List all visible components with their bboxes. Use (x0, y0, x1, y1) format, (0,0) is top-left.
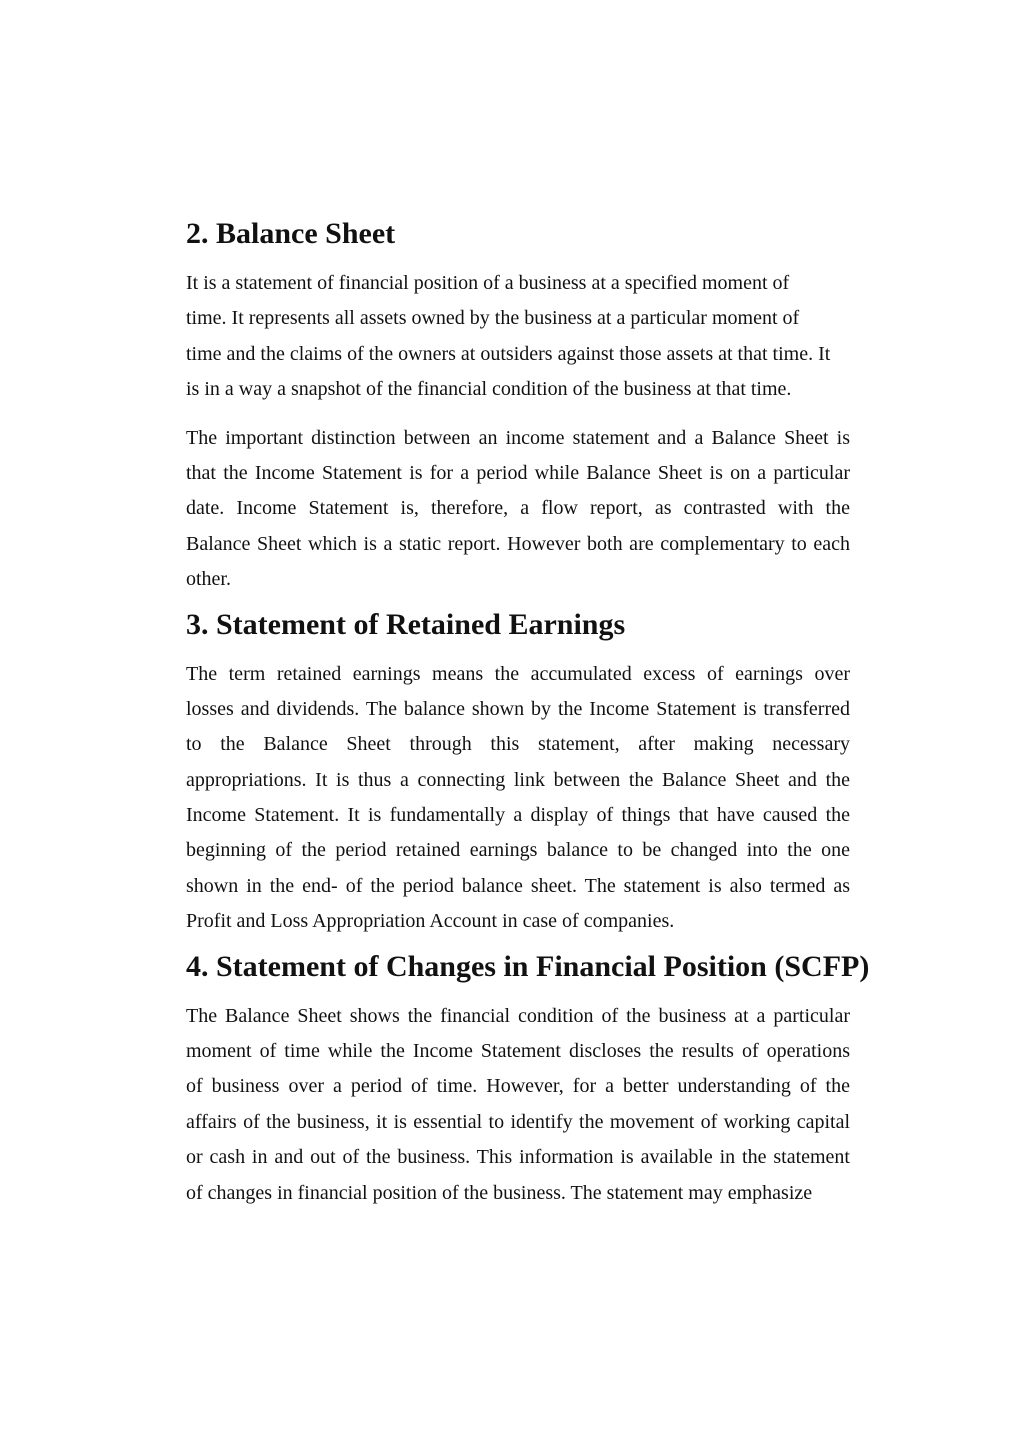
paragraph (186, 266, 850, 408)
section-heading: 2. Balance Sheet (186, 217, 396, 250)
text-line: that the Income Statement is for a period while Balance Sheet is on a particular (186, 461, 850, 484)
text-line: moment of time while the Income Statement discloses the results of operations (186, 1040, 850, 1063)
text-line: other. (186, 568, 231, 591)
text-line: Income Statement. It is fundamentally a display of things that have caused the (186, 804, 850, 827)
text-line: is in a way a snapshot of the financial condition of the business at that time. (186, 378, 792, 401)
text-line: to the Balance Sheet through this statement, after making necessary (186, 733, 850, 756)
text-line: or cash in and out of the business. This information is available in the statement (186, 1146, 850, 1169)
text-line: time. It represents all assets owned by the business at a particular moment of (186, 307, 800, 330)
document-page (186, 217, 870, 1211)
text-line: Balance Sheet which is a static report. However both are complementary to each (186, 532, 850, 555)
text-line: The important distinction between an income statement and a Balance Sheet is (186, 426, 850, 449)
paragraph (186, 421, 850, 598)
text-line: Profit and Loss Appropriation Account in case of companies. (186, 910, 675, 933)
section-retained-earnings (186, 607, 850, 953)
text-line: It is a statement of financial position of a business at a specified moment of (186, 272, 790, 294)
text-line: of business over a period of time. However, for a better understanding of the (186, 1075, 850, 1098)
text-line: losses and dividends. The balance shown by the Income Statement is transferred (186, 697, 850, 720)
text-line: beginning of the period retained earnings balance to be changed into the one (186, 839, 850, 862)
section-scfp (186, 949, 870, 1211)
text-line: appropriations. It is thus a connecting link between the Balance Sheet and the (186, 768, 850, 791)
text-line: of changes in financial position of the business. The statement may emphasize (186, 1181, 813, 1204)
text-line: time and the claims of the owners at outsiders against those assets at that time. It (186, 342, 831, 365)
section-heading: 3. Statement of Retained Earnings (186, 607, 626, 641)
section-balance-sheet (186, 217, 850, 611)
text-line: The Balance Sheet shows the financial condition of the business at a particular (186, 1004, 850, 1027)
paragraph (186, 657, 850, 940)
section-heading: 4. Statement of Changes in Financial Position (SCFP) (186, 949, 870, 983)
text-line: shown in the end- of the period balance sheet. The statement is also termed as (186, 874, 850, 897)
text-line: date. Income Statement is, therefore, a flow report, as contrasted with the (186, 497, 850, 520)
text-line: The term retained earnings means the accumulated excess of earnings over (186, 662, 850, 685)
paragraph (186, 999, 850, 1211)
text-line: affairs of the business, it is essential to identify the movement of working capital (186, 1110, 850, 1133)
